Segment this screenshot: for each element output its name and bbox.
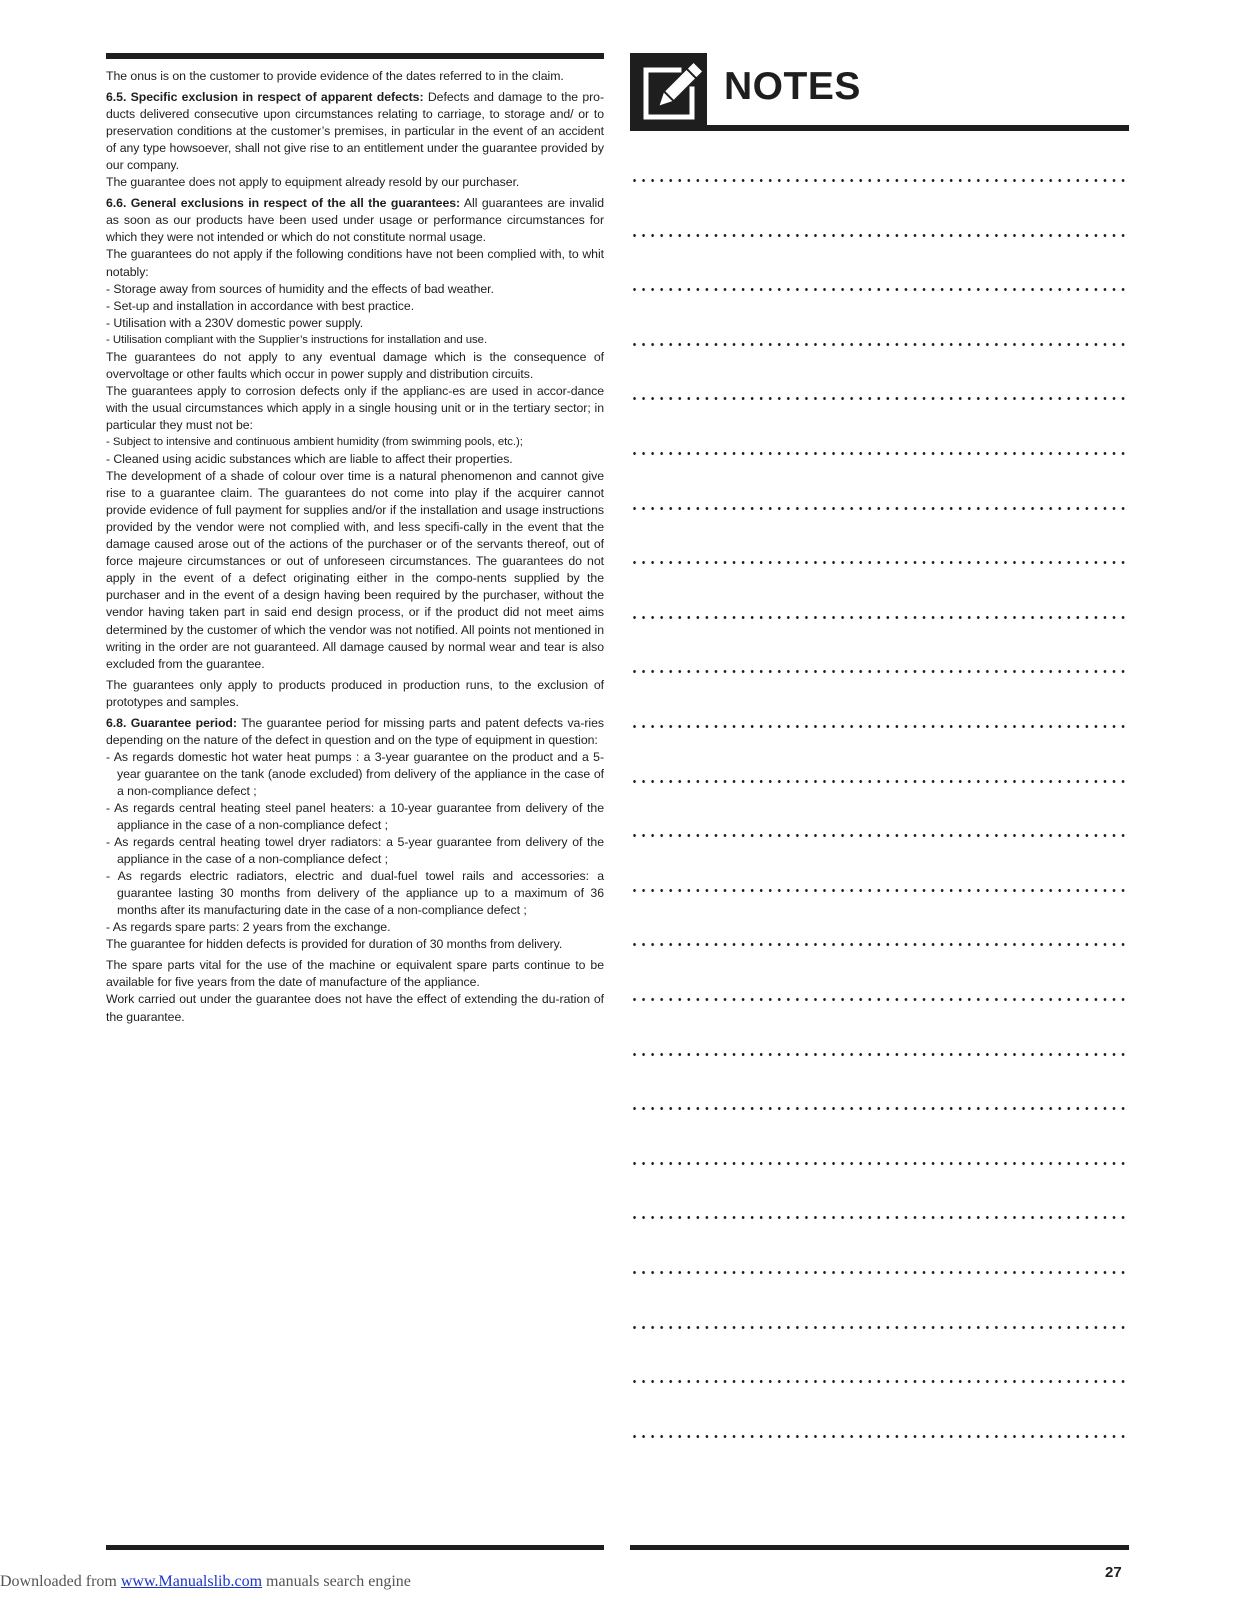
list-item: - Set-up and installation in accordance with best practice. (106, 298, 415, 313)
page-number: 27 (1105, 1564, 1122, 1581)
list-item: - As regards central heating towel dryer radiators: a 5-year guarantee from delivery of the appliance in the case of a non-compliance defect ; (106, 835, 604, 867)
note-line (630, 1326, 1129, 1329)
note-line (630, 998, 1129, 1001)
download-note (0, 1573, 411, 1591)
note-line (630, 561, 1129, 564)
list-item: - As regards spare parts: 2 years from the exchange. (106, 920, 391, 935)
bottom-rule-right (630, 1545, 1129, 1550)
hidden-defects-paragraph: The guarantee for hidden defects is provided for duration of 30 months from delivery. (106, 937, 563, 952)
top-rule-left (106, 53, 604, 59)
list-item: - Subject to intensive and continuous ambient humidity (from swimming pools, etc.); (106, 435, 523, 448)
onus-paragraph: The onus is on the customer to provide evidence of the dates referred to in the claim. (106, 69, 564, 83)
section-6-6-body: All guarantees are invalid as soon as our products have been used under usage or performance circumstances for which they were not intended or which do not constitute normal usage. (106, 196, 604, 245)
spare-parts-paragraph: The spare parts vital for the use of the machine or equivalent spare parts continue to be available for five years from the date of manufacture of the appliance. (106, 958, 604, 990)
section-6-6-heading: 6.6. General exclusions in respect of the all the guarantees: (106, 196, 461, 211)
section-6-8-heading: 6.8. Guarantee period: (106, 715, 237, 730)
note-line (630, 1216, 1129, 1219)
note-line (630, 507, 1129, 510)
production-paragraph: The guarantees only apply to products produced in production runs, to the exclusion of prototypes and samples. (106, 677, 604, 709)
note-line (630, 1380, 1129, 1383)
note-line (630, 1271, 1129, 1274)
list-item: - Utilisation compliant with the Supplier’s instructions for installation and use. (106, 333, 488, 346)
corrosion-paragraph: The guarantees apply to corrosion defects only if the applianc-es are used in accor-dance with the usual circumstances which apply in a single housing unit or in the tertiary sector; in particular they must not be: (106, 383, 604, 432)
notes-underline (707, 125, 1129, 131)
note-line (630, 780, 1129, 783)
section-6-5 (106, 89, 604, 174)
list-item: - Cleaned using acidic substances which are liable to affect their properties. (106, 452, 513, 467)
section-6-5-body: Defects and damage to the pro-ducts delivered consecutive upon circumstances relating to carriage, to storage and/ or to preservation conditions at the customer’s premises, in particular in the event of an accident of any type howsoever, shall not give rise to an entitlement under the guarantee provided by our company. (106, 90, 604, 173)
overvoltage-paragraph: The guarantees do not apply to any eventual damage which is the consequence of overvoltage or other faults which occur in power supply and distribution circuits. (106, 349, 604, 381)
colour-paragraph: The development of a shade of colour over time is a natural phenomenon and cannot give rise to a guarantee claim. The guarantees do not come into play if the acquirer cannot provide evidence of full payment for supplies and/or if the installation and usage instructions provided by the vendor were not complied with, and less specifi-cally in the event that the damage caused arose out of the actions of the purchaser or of the servants thereof, out of force majeure circumstances or out of unforeseen circumstances. The guarantees do not apply in the event of a defect originating either in the compo-nents supplied by the purchaser and in the event of a design having been required by the purchaser, without the vendor having taken part in said end design process, or if the product did not meet aims determined by the customer of which the vendor was not notified. All points not mentioned in writing in the order are not guaranteed. All damage caused by normal wear and tear is also excluded from the guarantee. (106, 469, 604, 671)
notes-title: NOTES (724, 65, 861, 108)
pencil-edit-icon (630, 53, 707, 131)
note-line (630, 725, 1129, 728)
list-item: - Storage away from sources of humidity and the effects of bad weather. (106, 281, 494, 296)
note-line (630, 234, 1129, 237)
note-line (630, 1107, 1129, 1110)
download-prefix: Downloaded from (0, 1573, 121, 1590)
pencil-edit-icon-svg (630, 53, 707, 131)
note-line (630, 943, 1129, 946)
note-line (630, 1162, 1129, 1165)
download-suffix: manuals search engine (262, 1573, 411, 1590)
list-item: - Utilisation with a 230V domestic power supply. (106, 315, 364, 330)
list-item: - As regards domestic hot water heat pumps : a 3-year guarantee on the product and a 5-year guarantee on the tank (anode excluded) from delivery of the appliance in the case of a non-compliance defect ; (106, 749, 604, 798)
section-6-6 (106, 195, 604, 246)
note-line (630, 343, 1129, 346)
list-item: - As regards electric radiators, electric and dual-fuel towel rails and accessories: a guarantee lasting 30 months from delivery of the appliance up to a maximum of 36 months after its manufacturing date in the case of a non-compliance defect ; (106, 869, 604, 918)
note-line (630, 288, 1129, 291)
note-line (630, 179, 1129, 182)
list-item: - As regards central heating steel panel heaters: a 10-year guarantee from delivery of the appliance in the case of a non-compliance defect ; (106, 800, 604, 833)
note-line (630, 834, 1129, 837)
resold-paragraph: The guarantee does not apply to equipment already resold by our purchaser. (106, 175, 520, 190)
notes-header (630, 53, 1129, 131)
note-line (630, 889, 1129, 892)
guarantee-text-column (106, 68, 604, 1026)
note-line (630, 1435, 1129, 1438)
bottom-rule-left (106, 1545, 604, 1550)
work-paragraph: Work carried out under the guarantee does not have the effect of extending the du-ration of the guarantee. (106, 992, 604, 1024)
note-line (630, 397, 1129, 400)
note-line (630, 616, 1129, 619)
note-line (630, 452, 1129, 455)
conditions-paragraph: The guarantees do not apply if the following conditions have not been complied with, to whit notably: (106, 247, 604, 279)
note-line (630, 1053, 1129, 1056)
section-6-8-body: The guarantee period for missing parts and patent defects va-ries depending on the nature of the defect in question and on the type of equipment in question: (106, 715, 604, 747)
note-line (630, 670, 1129, 673)
section-6-8 (106, 715, 604, 749)
manualslib-link[interactable]: www.Manualslib.com (120, 1573, 263, 1590)
section-6-5-heading: 6.5. Specific exclusion in respect of apparent defects: (106, 90, 424, 105)
